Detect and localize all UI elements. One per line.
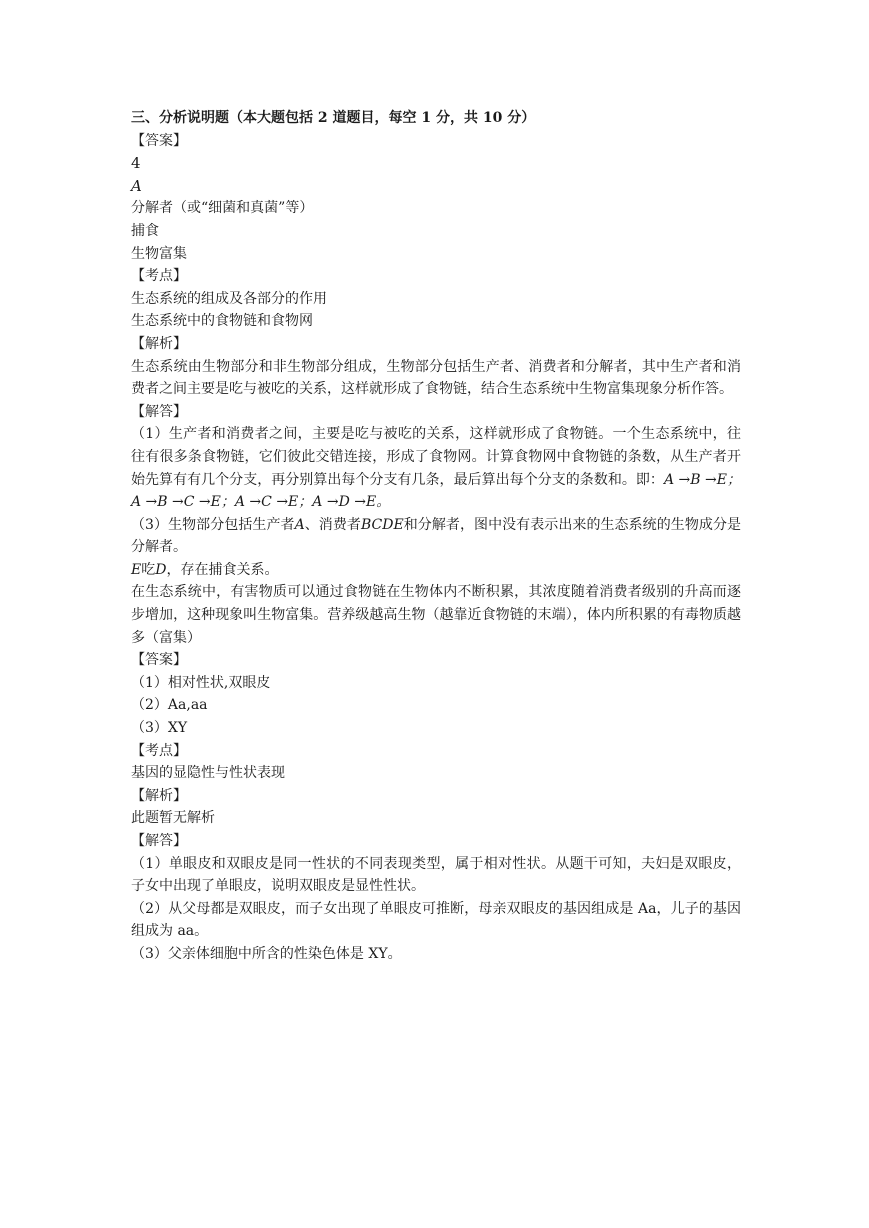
q1-producer-symbol: A: [294, 516, 305, 533]
q1-answer-label: 【答案】: [131, 132, 187, 149]
q2-jiexi-label: 【解析】: [131, 787, 187, 804]
q1-jieda-label: 【解答】: [131, 403, 187, 420]
q1-food-chains: A →B →E；A →B →C →E；A →C →E；A →D →E。: [131, 471, 741, 511]
document-page: [131, 107, 741, 966]
q2-answer-2: （2）Aa,aa: [131, 697, 208, 714]
q2-jiexi-text: 此题暂无解析: [131, 810, 215, 827]
q1-kaodian-label: 【考点】: [131, 268, 187, 285]
q2-answer-label: 【答案】: [131, 652, 187, 669]
q1-eat-word: 吃: [141, 561, 156, 578]
q2-kaodian-1: 基因的显隐性与性状表现: [131, 765, 285, 782]
q2-jieda-2: （2）从父母都是双眼皮，而子女出现了单眼皮可推断，母亲双眼皮的基因组成是 Aa，儿子的基因组成为 aa。: [131, 900, 741, 940]
q2-jieda-label: 【解答】: [131, 833, 187, 849]
section-title: 三、分析说明题（本大题包括 2 道题目，每空 1 分，共 10 分）: [131, 110, 536, 126]
q1-jiexi-label: 【解析】: [131, 335, 187, 352]
q1-bioaccumulation-text: 在生态系统中，有害物质可以通过食物链在生物体内不断积累，其浓度随着消费者级别的升高而逐步增加，这种现象叫生物富集。营养级越高生物（越靠近食物链的末端），体内所积累的有毒物质越多（富集）: [131, 584, 741, 646]
q1-answer-2: A: [131, 176, 142, 195]
q2-jieda-3: （3）父亲体细胞中所含的性染色体是 XY。: [131, 945, 402, 962]
q1-prey-symbol: D: [155, 561, 167, 578]
q1-answer-4: 捕食: [131, 222, 159, 239]
q1-jieda-3: [131, 514, 741, 559]
q2-answer-3: （3）XY: [131, 720, 188, 737]
q1-consumer-symbols: BCDE: [360, 516, 404, 533]
q2-kaodian-label: 【考点】: [131, 742, 187, 759]
q1-jieda-3-mid: 、消费者: [304, 516, 361, 533]
q1-jiexi-text: 生态系统由生物部分和非生物部分组成，生物部分包括生产者、消费者和分解者，其中生产者和消费者之间主要是吃与被吃的关系，这样就形成了食物链，结合生态系统中生物富集现象分析作答。: [131, 358, 741, 398]
q2-answer-1: （1）相对性状,双眼皮: [131, 674, 271, 691]
q1-kaodian-2: 生态系统中的食物链和食物网: [131, 313, 313, 330]
q1-predation-line: [131, 559, 741, 582]
q1-jieda-1-text: （1）生产者和消费者之间，主要是吃与被吃的关系，这样就形成了食物链。一个生态系统中，往往有很多条食物链，它们彼此交错连接，形成了食物网。计算食物网中食物链的条数，从生产者开始先算有有几个分支，再分别算出每个分支有几条，最后算出每个分支的条数和。即：: [131, 426, 741, 488]
q1-answer-3: 分解者（或“细菌和真菌”等）: [131, 200, 314, 217]
q1-predator-symbol: E: [131, 561, 142, 578]
q1-jieda-1: [131, 423, 741, 513]
q1-kaodian-1: 生态系统的组成及各部分的作用: [131, 290, 327, 307]
q1-jieda-3-pre: （3）生物部分包括生产者: [131, 516, 295, 533]
q1-answer-5: 生物富集: [131, 245, 187, 262]
q1-answer-1: 4: [131, 154, 141, 173]
q2-jieda-1: （1）单眼皮和双眼皮是同一性状的不同表现类型，属于相对性状。从题干可知，夫妇是双眼皮，子女中出现了单眼皮，说明双眼皮是显性性状。: [131, 855, 741, 895]
q1-predation-post: ，存在捕食关系。: [166, 561, 279, 578]
q1-jieda-3-post: 和分解者，图中没有表示出来的生态系统的生物成分是分解者。: [131, 516, 741, 556]
